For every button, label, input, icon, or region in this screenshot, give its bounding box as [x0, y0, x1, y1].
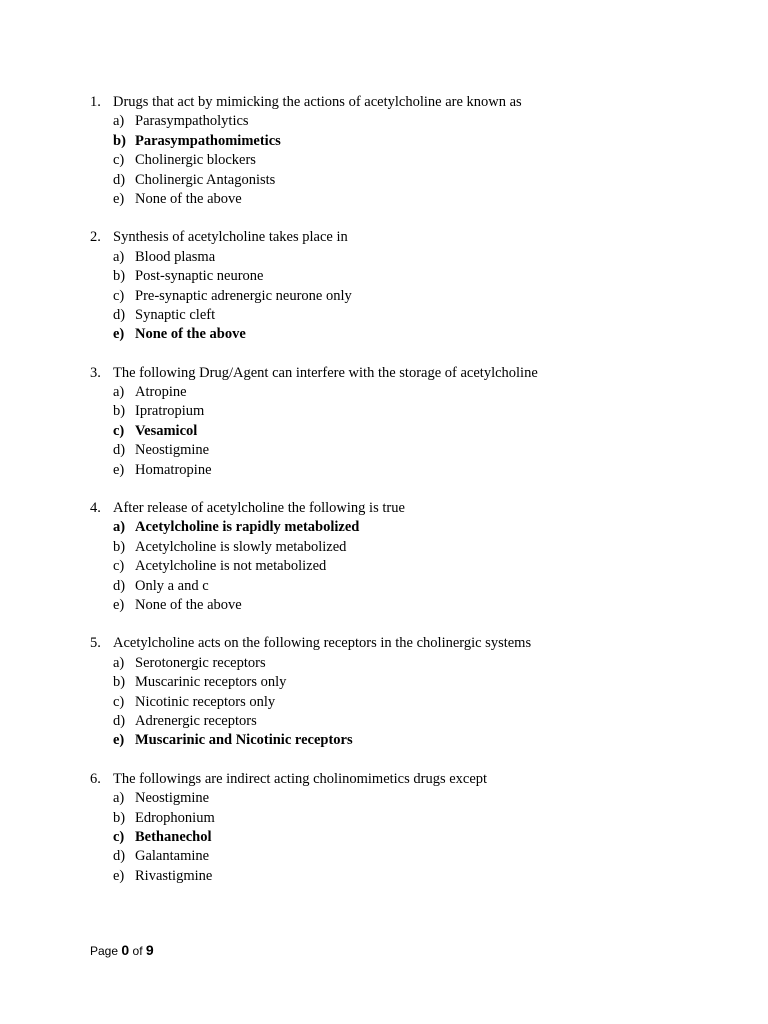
option-text: Post-synaptic neurone — [135, 268, 264, 285]
option — [90, 287, 730, 306]
total-pages-number: 9 — [145, 942, 154, 958]
question-number: 3. — [90, 364, 101, 381]
question-number: 1. — [90, 94, 101, 110]
question-4 — [90, 499, 730, 615]
question-1 — [90, 93, 730, 209]
correct-option — [90, 132, 730, 151]
current-page-number: 0 — [121, 942, 130, 958]
page-footer — [90, 941, 154, 960]
option-text: Acetylcholine is slowly metabolized — [135, 538, 347, 555]
option — [90, 867, 730, 886]
option-letter: d) — [113, 442, 126, 459]
option-text: Parasympathomimetics — [135, 132, 281, 149]
option — [90, 402, 730, 421]
option-letter: b) — [113, 132, 126, 149]
question-text: Acetylcholine acts on the following receptors in the cholinergic systems — [113, 635, 532, 652]
option-text: Atropine — [135, 384, 187, 401]
question-stem — [90, 770, 730, 789]
correct-option — [90, 828, 730, 847]
option — [90, 596, 730, 615]
option-letter: d) — [113, 712, 126, 729]
option-letter: c) — [113, 152, 125, 169]
option — [90, 673, 730, 692]
option-letter: e) — [113, 326, 125, 343]
option-letter: d) — [113, 848, 126, 865]
option-text: Pre-synaptic adrenergic neurone only — [135, 287, 352, 304]
question-text: The followings are indirect acting cholinomimetics drugs except — [113, 770, 488, 787]
option-letter: a) — [113, 113, 125, 130]
option-text: Ipratropium — [135, 403, 205, 420]
option — [90, 789, 730, 808]
option-list — [90, 383, 730, 480]
option-letter: e) — [113, 596, 125, 613]
option — [90, 693, 730, 712]
option — [90, 267, 730, 286]
option — [90, 557, 730, 576]
question-text: Synthesis of acetylcholine takes place in — [113, 229, 348, 246]
option-list — [90, 112, 730, 209]
option-letter: a) — [113, 654, 125, 671]
of-label: of — [132, 944, 143, 958]
option-list — [90, 789, 730, 886]
option-text: Edrophonium — [135, 809, 215, 826]
question-text: After release of acetylcholine the following is true — [113, 500, 405, 517]
option — [90, 809, 730, 828]
correct-option — [90, 731, 730, 750]
option-list — [90, 518, 730, 615]
option-letter: c) — [113, 828, 125, 845]
option — [90, 151, 730, 170]
option — [90, 383, 730, 402]
option — [90, 248, 730, 267]
option-text: Bethanechol — [135, 828, 212, 845]
question-6 — [90, 770, 730, 886]
option — [90, 306, 730, 325]
option-letter: b) — [113, 268, 126, 285]
option — [90, 577, 730, 596]
option-text: Galantamine — [135, 848, 210, 865]
question-number: 5. — [90, 635, 101, 652]
option-list — [90, 248, 730, 345]
option — [90, 847, 730, 866]
option-text: Acetylcholine is rapidly metabolized — [135, 519, 360, 536]
option-letter: d) — [113, 577, 126, 594]
option-text: Parasympatholytics — [135, 113, 249, 130]
option — [90, 171, 730, 190]
option-letter: a) — [113, 384, 125, 401]
question-2 — [90, 228, 730, 344]
option-letter: a) — [113, 248, 125, 265]
page-label: Page — [90, 944, 119, 958]
question-stem — [90, 228, 730, 247]
option — [90, 441, 730, 460]
option-text: None of the above — [135, 596, 242, 613]
option-text: Rivastigmine — [135, 867, 213, 884]
option-letter: b) — [113, 674, 126, 691]
option-letter: e) — [113, 461, 125, 478]
question-number: 4. — [90, 500, 101, 517]
option-text: Serotonergic receptors — [135, 654, 266, 671]
option-text: Muscarinic and Nicotinic receptors — [135, 732, 353, 749]
correct-option — [90, 422, 730, 441]
correct-option — [90, 325, 730, 344]
option-letter: a) — [113, 519, 126, 536]
option-letter: b) — [113, 809, 126, 826]
option-list — [90, 654, 730, 751]
option-text: Homatropine — [135, 461, 212, 478]
option-letter: c) — [113, 693, 125, 710]
option-text: Neostigmine — [135, 790, 210, 807]
option-text: Blood plasma — [135, 248, 216, 265]
option-letter: e) — [113, 732, 125, 749]
option-text: Nicotinic receptors only — [135, 693, 276, 710]
question-5 — [90, 634, 730, 750]
option-text: Only a and c — [135, 577, 209, 594]
option-text: Cholinergic Antagonists — [135, 171, 276, 188]
option-text: Acetylcholine is not metabolized — [135, 558, 327, 575]
option-text: Neostigmine — [135, 442, 210, 459]
option-letter: b) — [113, 538, 126, 555]
option-letter: e) — [113, 190, 125, 207]
option-letter: d) — [113, 171, 126, 188]
option-letter: e) — [113, 867, 125, 884]
option — [90, 654, 730, 673]
option — [90, 712, 730, 731]
option-text: Muscarinic receptors only — [135, 674, 287, 691]
option — [90, 112, 730, 131]
option-text: None of the above — [135, 326, 246, 343]
option-text: Synaptic cleft — [135, 306, 216, 323]
question-list — [90, 93, 730, 905]
option-letter: c) — [113, 422, 125, 439]
option-letter: c) — [113, 287, 125, 304]
question-stem — [90, 364, 730, 383]
option-letter: c) — [113, 558, 125, 575]
option — [90, 538, 730, 557]
option-letter: b) — [113, 403, 126, 420]
question-stem — [90, 499, 730, 518]
question-number: 2. — [90, 229, 101, 246]
option-text: None of the above — [135, 190, 242, 207]
option — [90, 190, 730, 209]
option-text: Vesamicol — [135, 422, 198, 439]
option-text: Cholinergic blockers — [135, 152, 256, 169]
option-letter: d) — [113, 306, 126, 323]
question-stem — [90, 93, 730, 112]
question-stem — [90, 634, 730, 653]
option-letter: a) — [113, 790, 125, 807]
question-text: The following Drug/Agent can interfere with the storage of acetylcholine — [113, 364, 538, 381]
correct-option — [90, 518, 730, 537]
option-text: Adrenergic receptors — [135, 712, 257, 729]
question-text: Drugs that act by mimicking the actions of acetylcholine are known as — [113, 94, 522, 110]
question-number: 6. — [90, 770, 101, 787]
question-3 — [90, 364, 730, 480]
option — [90, 461, 730, 480]
